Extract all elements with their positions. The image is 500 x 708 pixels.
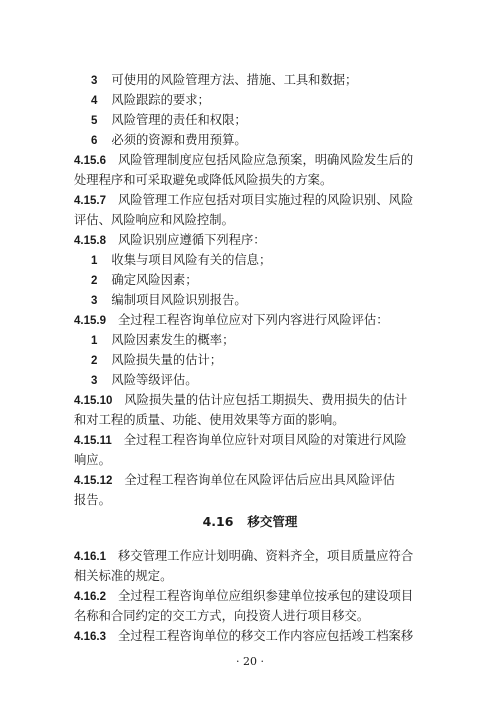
list-item: [91, 70, 430, 91]
item-number: 5: [91, 115, 98, 127]
item-text: 风险损失量的估计；: [111, 353, 223, 367]
clause: [74, 546, 430, 567]
item-text: 风险因素发生的概率；: [111, 333, 235, 347]
clause-number: 4.16.3: [74, 631, 106, 643]
list-item: [91, 370, 430, 391]
clause-text: 移交管理工作应计划明确、资料齐全，项目质量应符合: [117, 549, 414, 563]
item-number: 2: [91, 355, 98, 367]
list-item: [91, 90, 430, 111]
item-number: 4: [91, 95, 98, 107]
item-text: 编制项目风险识别报告。: [111, 293, 247, 307]
clause-continuation: 相关标准的规定。: [74, 569, 173, 583]
item-text: 收集与项目风险有关的信息；: [111, 253, 272, 267]
clause-continuation: 响应。: [74, 453, 111, 467]
item-number: 3: [91, 75, 98, 87]
clause-number: 4.15.9: [74, 315, 106, 327]
clause: [74, 430, 430, 451]
section-number: 4.16: [202, 514, 234, 529]
clause: [74, 626, 430, 647]
clause: [74, 470, 430, 491]
list-item: [91, 270, 430, 291]
item-text: 风险跟踪的要求；: [111, 93, 210, 107]
list-item: [91, 330, 430, 351]
clause-text: 全过程工程咨询单位应对下列内容进行风险评估：: [117, 313, 389, 327]
clause-text: 全过程工程咨询单位应针对项目风险的对策进行风险: [123, 433, 407, 447]
item-text: 可使用的风险管理方法、措施、工具和数据；: [111, 73, 358, 87]
list-item: [91, 290, 430, 311]
item-number: 1: [91, 255, 98, 267]
list-item: [91, 110, 430, 131]
clause-text: 风险损失量的估计应包括工期损失、费用损失的估计: [124, 393, 408, 407]
clause-text: 全过程工程咨询单位在风险评估后应出具风险评估: [124, 473, 395, 487]
clause-number: 4.15.8: [74, 235, 106, 247]
section-heading: [0, 512, 500, 532]
clause-continuation: 和对工程的质量、功能、使用效果等方面的影响。: [74, 413, 345, 427]
clause-text: 风险管理工作应包括对项目实施过程的风险识别、风险: [117, 193, 414, 207]
list-item: [91, 350, 430, 371]
clause-text: 全过程工程咨询单位的移交工作内容应包括竣工档案移: [117, 629, 414, 643]
item-text: 必须的资源和费用预算。: [111, 133, 247, 147]
clause-number: 4.15.10: [74, 395, 113, 407]
clause: [74, 230, 430, 251]
clause-number: 4.15.12: [74, 475, 113, 487]
item-text: 风险等级评估。: [111, 373, 198, 387]
clause-number: 4.16.1: [74, 551, 106, 563]
item-number: 3: [91, 295, 98, 307]
clause-number: 4.15.7: [74, 195, 106, 207]
item-number: 1: [91, 335, 98, 347]
clause: [74, 310, 430, 331]
item-text: 风险管理的责任和权限；: [111, 113, 247, 127]
clause-text: 全过程工程咨询单位应组织参建单位按承包的建设项目: [117, 589, 414, 603]
clause-text: 风险识别应遵循下列程序：: [117, 233, 266, 247]
clause-continuation: 处理程序和可采取避免或降低风险损失的方案。: [74, 173, 333, 187]
clause-number: 4.15.11: [74, 435, 112, 447]
item-number: 2: [91, 275, 98, 287]
section-title: 移交管理: [247, 514, 298, 529]
clause-number: 4.16.2: [74, 591, 106, 603]
clause: [74, 150, 430, 171]
list-item: [91, 130, 430, 151]
item-number: 6: [91, 135, 98, 147]
clause-continuation: 报告。: [74, 493, 111, 507]
clause-continuation: 名称和合同约定的交工方式，向投资人进行项目移交。: [74, 609, 370, 623]
clause-text: 风险管理制度应包括风险应急预案，明确风险发生后的: [117, 153, 414, 167]
item-number: 3: [91, 375, 98, 387]
clause: [74, 390, 430, 411]
clause-number: 4.15.6: [74, 155, 106, 167]
page-number: · 20 ·: [236, 655, 264, 668]
list-item: [91, 250, 430, 271]
clause: [74, 586, 430, 607]
clause: [74, 190, 430, 211]
clause-continuation: 评估、风险响应和风险控制。: [74, 213, 234, 227]
item-text: 确定风险因素；: [111, 273, 198, 287]
